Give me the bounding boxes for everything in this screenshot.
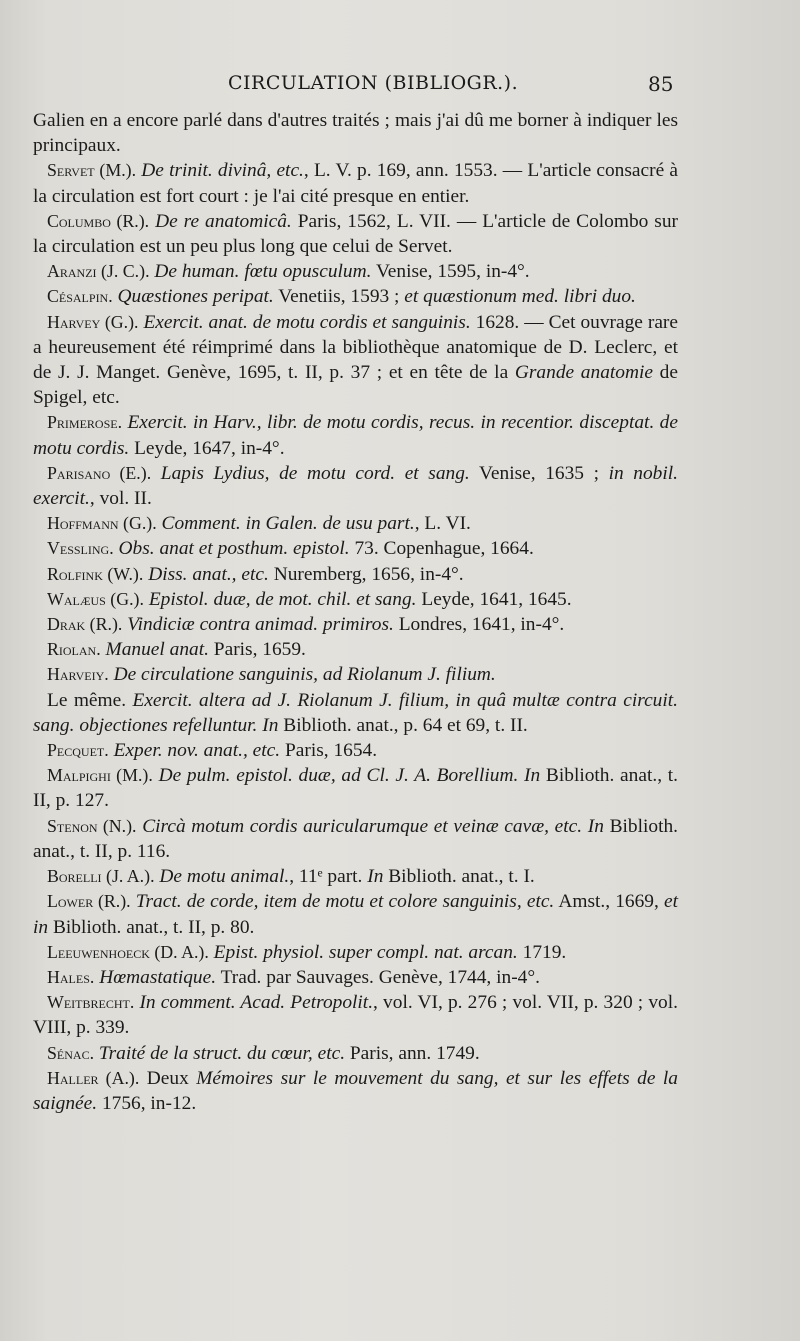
entry-title-2: et in: [33, 891, 678, 938]
entry-author: Hoffmann (G.).: [47, 513, 157, 534]
entry-author: Borelli (J. A.).: [47, 866, 155, 887]
entry-rest: , L. V. p. 169, ann. 1553. — L'article consacré à la circulation est fort court : je l'ai cité presque en entier.: [33, 160, 678, 207]
entry-title-2: et quæstionum med. libri duo.: [404, 286, 636, 308]
entry-author: Aranzi (J. C.).: [47, 261, 150, 282]
entry-title: De human. fœtu opusculum.: [154, 261, 372, 283]
entry-author: Pecquet.: [47, 740, 109, 761]
entry-rest-2: , vol. II.: [89, 488, 152, 510]
entry-title-2: In: [262, 714, 279, 736]
entry-rest: Paris, 1659.: [208, 639, 306, 661]
entry-hales: [33, 965, 678, 990]
entry-title: Diss. anat., etc.: [148, 563, 269, 585]
entry-columbo: [33, 209, 678, 259]
entry-author: Drak (R.).: [47, 614, 123, 635]
entry-author: Rolfink (W.).: [47, 563, 144, 584]
entry-author: Lower (R.).: [47, 891, 131, 912]
entry-author: Haller (A.).: [47, 1067, 140, 1088]
bibliography-text: [33, 108, 678, 1116]
entry-pecquet: [33, 738, 678, 763]
entry-title: De circulatione sanguinis, ad Riolanum J. filium.: [113, 664, 496, 686]
entry-weitbrecht: [33, 990, 678, 1040]
entry-title: Vindiciæ contra animad. primiros.: [127, 614, 394, 636]
entry-riolan: [33, 637, 678, 662]
entry-rest-2: Biblioth. anat., p. 64 et 69, t. II.: [278, 714, 528, 736]
entry-hoffmann: [33, 511, 678, 536]
entry-rest: Biblioth. anat., t. II, p. 116.: [33, 815, 678, 862]
entry-le-meme: [33, 688, 678, 738]
entry-lower: [33, 889, 678, 939]
entry-parisano: [33, 461, 678, 511]
entry-author: Harvey (G.).: [47, 311, 139, 332]
entry-rest: 73. Copenhague, 1664.: [349, 538, 534, 560]
entry-author: Primerose.: [47, 412, 123, 433]
entry-title: Manuel anat.: [105, 639, 209, 661]
entry-title: De pulm. epistol. duæ, ad Cl. J. A. Borellium. In: [158, 765, 541, 787]
entry-title-2: Grande anatomie: [514, 362, 653, 384]
entry-title: De motu animal.: [159, 866, 290, 888]
entry-title-2: in nobil. exercit.: [33, 462, 678, 510]
entry-rest: Leyde, 1647, in-4°.: [129, 437, 285, 459]
entry-rest: Venise, 1595, in-4°.: [371, 261, 530, 283]
entry-title: In comment. Acad. Petropolit.: [139, 992, 374, 1014]
entry-rest-2: Biblioth. anat., t. I.: [383, 866, 535, 888]
entry-author: Leeuwenhoeck (D. A.).: [47, 941, 209, 962]
entry-primerose: [33, 410, 678, 460]
entry-rest: Paris, 1562, L. VII. — L'article de Colombo sur la circulation est un peu plus long que celui de Servet.: [33, 210, 678, 258]
entry-rest: Nuremberg, 1656, in-4°.: [268, 563, 464, 585]
entry-rest: 1628. — Cet ouvrage rare a heureusement été réimprimé dans la bibliothèque anatomique de D. Leclerc, et de J. J. Manget. Genève, 1695, t. II, p. 37 ; et en tête de la: [33, 311, 678, 384]
entry-title: Epist. physiol. super compl. nat. arcan.: [213, 941, 518, 963]
entry-senac: [33, 1041, 678, 1066]
entry-rest-2: de Spigel, etc.: [33, 362, 678, 409]
entry-author: Stenon (N.).: [47, 815, 137, 836]
entry-malpighi: [33, 763, 678, 813]
entry-author: Servet (M.).: [47, 160, 137, 181]
entry-harveiy: [33, 662, 678, 687]
entry-author: Malpighi (M.).: [47, 765, 153, 786]
entry-rest: 1719.: [517, 941, 567, 963]
entry-rest: , 11ᵉ part.: [289, 866, 368, 888]
entry-haller: [33, 1066, 678, 1116]
entry-aranzi: [33, 259, 678, 284]
entry-title: Circà motum cordis auricularumque et veinæ cavæ, etc. In: [142, 815, 604, 837]
entry-borelli: [33, 864, 678, 889]
entry-title: Exercit. in Harv., libr. de motu cordis, recus. in recentior. disceptat. de motu cordis.: [33, 412, 678, 459]
entry-title: Obs. anat et posthum. epistol.: [118, 538, 350, 560]
entry-title: Mémoires sur le mouvement du sang, et sur les effets de la saignée.: [33, 1067, 678, 1114]
entry-title: Exper. nov. anat., etc.: [113, 740, 281, 762]
entry-rest: Trad. par Sauvages. Genève, 1744, in-4°.: [216, 966, 540, 988]
entry-title: Quæstiones peripat.: [117, 286, 274, 308]
entry-author: Harveiy.: [47, 664, 109, 685]
entry-title: De trinit. divinâ, etc.: [141, 160, 304, 182]
entry-text: Galien en a encore parlé dans d'autres traités ; mais j'ai dû me borner à indiquer les principaux.: [33, 110, 678, 157]
entry-title: Hœmastatique.: [99, 966, 217, 988]
entry-author: Hales.: [47, 966, 95, 987]
entry-rest: 1756, in-12.: [97, 1092, 197, 1114]
page-header: [0, 72, 800, 102]
entry-rest: Venetiis, 1593 ;: [273, 286, 405, 308]
entry-title: Tract. de corde, item de motu et colore sanguinis, etc.: [135, 891, 555, 913]
entry-author: Sénac.: [47, 1042, 95, 1063]
entry-rest: Venise, 1635 ;: [469, 462, 609, 484]
running-head: CIRCULATION (BIBLIOGR.).: [228, 72, 519, 94]
entry-rest: Leyde, 1641, 1645.: [416, 588, 572, 610]
entry-title: De re anatomicâ.: [155, 210, 292, 232]
paragraph-galien: [33, 108, 678, 158]
entry-author: Vessling.: [47, 538, 114, 559]
entry-author: Riolan.: [47, 639, 101, 660]
entry-title: Exercit. altera ad J. Riolanum J. filium, in quâ multæ contra circuit. sang. objectiones refelluntur.: [33, 689, 678, 736]
entry-author: Le même.: [47, 689, 127, 711]
entry-stenon: [33, 814, 678, 864]
entry-cesalpin: [33, 284, 678, 309]
entry-pre: Deux: [139, 1067, 197, 1089]
entry-drak: [33, 612, 678, 637]
entry-rolfink: [33, 562, 678, 587]
entry-title: Traité de la struct. du cœur, etc.: [98, 1042, 346, 1064]
entry-rest: , vol. VI, p. 276 ; vol. VII, p. 320 ; vol. VIII, p. 339.: [33, 992, 678, 1039]
entry-leeuwenhoeck: [33, 940, 678, 965]
entry-walaeus: [33, 587, 678, 612]
entry-rest: Amst., 1669,: [554, 891, 664, 913]
entry-title-2: In: [367, 866, 384, 888]
entry-rest: Paris, 1654.: [280, 740, 378, 762]
entry-servet: [33, 158, 678, 208]
entry-rest: Biblioth. anat., t. II, p. 127.: [33, 765, 679, 812]
entry-author: Parisano (E.).: [47, 462, 152, 483]
entry-rest: Paris, ann. 1749.: [345, 1042, 480, 1064]
entry-harvey: [33, 310, 678, 411]
entry-author: Césalpin.: [47, 286, 113, 307]
entry-vessling: [33, 536, 678, 561]
entry-author: Weitbrecht.: [47, 992, 135, 1013]
entry-rest: , L. VI.: [414, 513, 471, 535]
entry-author: Walæus (G.).: [47, 588, 144, 609]
entry-title: Exercit. anat. de motu cordis et sanguinis.: [143, 311, 471, 333]
entry-author: Columbo (R.).: [47, 210, 150, 231]
entry-title: Epistol. duæ, de mot. chil. et sang.: [148, 588, 417, 610]
entry-rest-2: Biblioth. anat., t. II, p. 80.: [48, 916, 255, 938]
entry-title: Lapis Lydius, de motu cord. et sang.: [160, 462, 470, 484]
entry-title: Comment. in Galen. de usu part.: [161, 513, 415, 535]
page-number: 85: [648, 72, 674, 96]
entry-rest: Londres, 1641, in-4°.: [393, 614, 565, 636]
